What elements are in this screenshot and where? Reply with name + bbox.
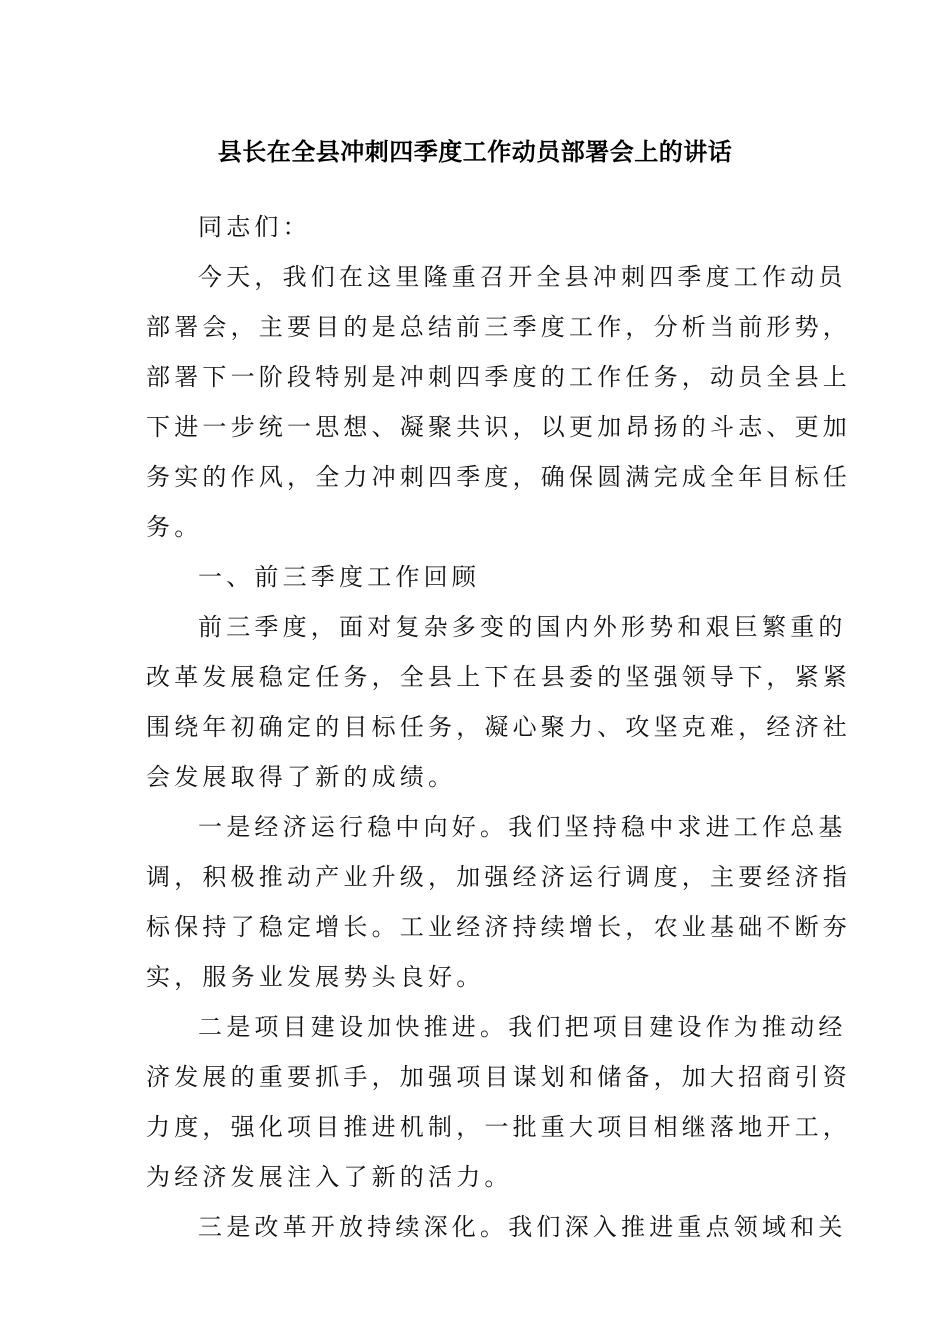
paragraph-line: 下进一步统一思想、凝聚共识，以更加昂扬的斗志、更加	[146, 413, 851, 441]
paragraph-line: 部署会，主要目的是总结前三季度工作，分析当前形势，	[146, 313, 851, 341]
paragraph-line: 调，积极推动产业升级，加强经济运行调度，主要经济指	[146, 863, 851, 891]
paragraph-line: 二是项目建设加快推进。我们把项目建设作为推动经	[198, 1013, 847, 1041]
paragraph-line: 实，服务业发展势头良好。	[146, 963, 485, 991]
paragraph-line: 务实的作风，全力冲刺四季度，确保圆满完成全年目标任	[146, 463, 851, 491]
paragraph-line: 部署下一阶段特别是冲刺四季度的工作任务，动员全县上	[146, 363, 851, 391]
paragraph-line: 前三季度，面对复杂多变的国内外形势和艰巨繁重的	[198, 613, 847, 641]
salutation: 同志们：	[198, 213, 311, 241]
paragraph-line: 改革发展稳定任务，全县上下在县委的坚强领导下，紧紧	[146, 663, 851, 691]
paragraph-line: 济发展的重要抓手，加强项目谋划和储备，加大招商引资	[146, 1063, 851, 1091]
document-title: 县长在全县冲刺四季度工作动员部署会上的讲话	[217, 138, 733, 166]
paragraph-line: 三是改革开放持续深化。我们深入推进重点领域和关	[198, 1213, 847, 1241]
paragraph-line: 标保持了稳定增长。工业经济持续增长，农业基础不断夯	[146, 913, 851, 941]
paragraph-line: 会发展取得了新的成绩。	[146, 763, 457, 791]
paragraph-line: 今天，我们在这里隆重召开全县冲刺四季度工作动员	[198, 263, 847, 291]
paragraph-line: 务。	[146, 513, 203, 541]
paragraph-line: 为经济发展注入了新的活力。	[146, 1163, 513, 1191]
paragraph-line: 力度，强化项目推进机制，一批重大项目相继落地开工，	[146, 1113, 851, 1141]
document-body	[146, 152, 851, 1252]
paragraph-line: 围绕年初确定的目标任务，凝心聚力、攻坚克难，经济社	[146, 713, 851, 741]
section-heading: 一、前三季度工作回顾	[198, 563, 480, 591]
paragraph-line: 一是经济运行稳中向好。我们坚持稳中求进工作总基	[198, 813, 847, 841]
